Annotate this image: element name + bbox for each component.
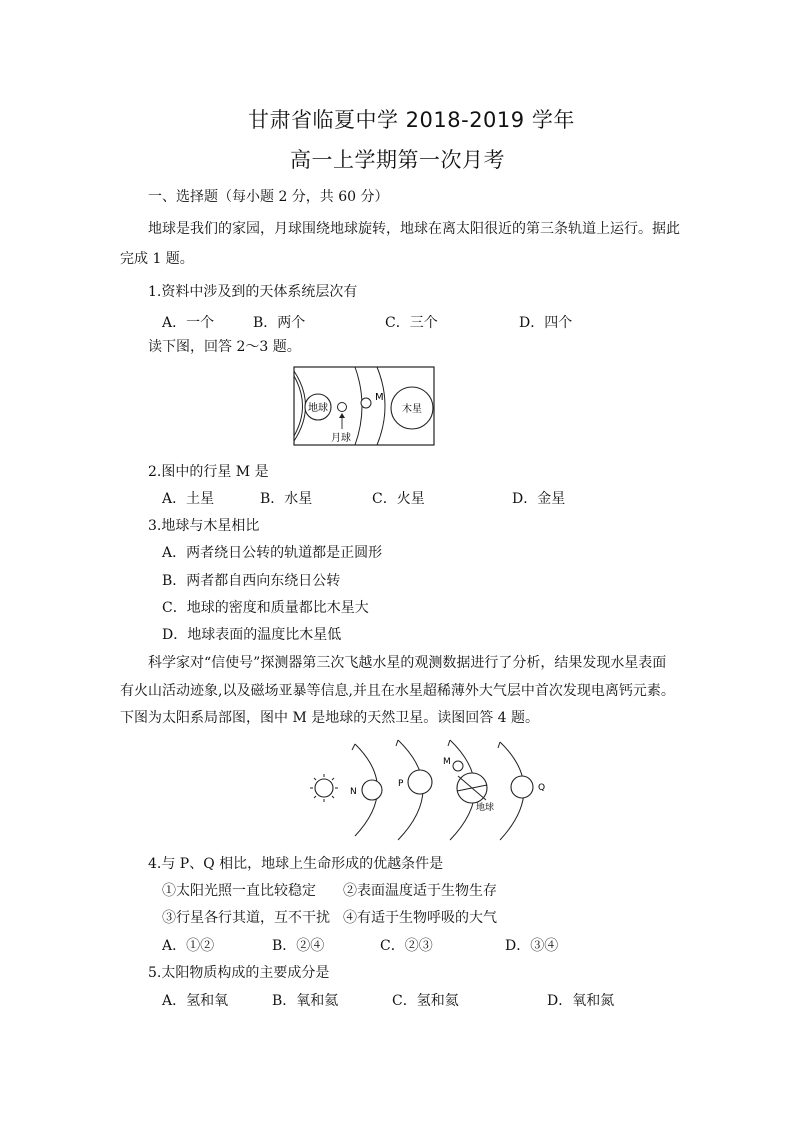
- q4-option-a[interactable]: A．①②: [162, 938, 215, 954]
- page-subtitle: 高一上学期第一次月考: [290, 148, 505, 172]
- moon-label: 月球: [331, 433, 351, 444]
- page-title: 甘肃省临夏中学 2018-2019 学年: [248, 108, 575, 132]
- planet-p-label: P: [398, 779, 404, 789]
- q3-stem: 3.地球与木星相比: [148, 518, 260, 534]
- orbit-q-arrow: [498, 742, 500, 748]
- q1-option-d[interactable]: D．四个: [519, 315, 573, 331]
- q4-statement-3: ③行星各行其道，互不干扰: [162, 910, 330, 926]
- earth-label: 地球: [308, 403, 328, 414]
- q4-option-c[interactable]: C．②③: [380, 938, 433, 954]
- q5-option-b[interactable]: B．氧和氦: [272, 993, 339, 1009]
- q4-statement-4: ④有适于生物呼吸的大气: [343, 910, 497, 926]
- q3-option-d[interactable]: D．地球表面的温度比木星低: [162, 627, 342, 643]
- q5-stem: 5.太阳物质构成的主要成分是: [148, 965, 330, 981]
- section-heading: 一、选择题（每小题 2 分，共 60 分）: [148, 189, 389, 205]
- earth-label-fig2: 地球: [476, 803, 495, 813]
- moon-m-circle: [453, 761, 463, 771]
- planet-q-label: Q: [538, 783, 546, 793]
- sun-icon: [310, 774, 338, 802]
- orbit-p-arrow: [396, 740, 398, 746]
- q1-option-a[interactable]: A．一个: [162, 315, 215, 331]
- planet-p-circle: [408, 770, 432, 794]
- planet-m-circle: [361, 398, 371, 408]
- q3-option-a[interactable]: A．两者绕日公转的轨道都是正圆形: [162, 545, 383, 561]
- orbit-earth-arrow: [448, 740, 450, 746]
- orbit-n-arrow: [352, 744, 355, 750]
- q4-option-b[interactable]: B．②④: [272, 938, 325, 954]
- q1-option-b[interactable]: B．两个: [253, 315, 306, 331]
- figure2-solar-system-diagram: [300, 736, 560, 844]
- jupiter-label: 木星: [402, 404, 422, 415]
- planet-n-circle: [362, 780, 382, 800]
- passage1-line1: 地球是我们的家园，月球围绕地球旋转，地球在离太阳很近的第三条轨道上运行。据此: [148, 221, 680, 237]
- q1-option-c[interactable]: C．三个: [385, 315, 438, 331]
- q2-option-a[interactable]: A．土星: [162, 491, 215, 507]
- q4-stem: 4.与 P、Q 相比，地球上生命形成的优越条件是: [148, 856, 444, 872]
- passage1-line2: 完成 1 题。: [120, 251, 194, 267]
- q1-stem: 1.资料中涉及到的天体系统层次有: [148, 284, 358, 300]
- planet-q-circle: [511, 776, 533, 798]
- read-figure1-instruction: 读下图，回答 2～3 题。: [148, 339, 301, 355]
- passage2-line1: 科学家对“信使号”探测器第三次飞越水星的观测数据进行了分析，结果发现水星表面: [148, 655, 667, 671]
- q2-option-c[interactable]: C．火星: [372, 491, 425, 507]
- q5-option-c[interactable]: C．氢和氦: [392, 993, 459, 1009]
- q4-option-d[interactable]: D．③④: [505, 938, 559, 954]
- moon-circle: [338, 403, 347, 412]
- moon-m-label: M: [443, 757, 451, 767]
- q3-option-b[interactable]: B．两者都自西向东绕日公转: [162, 573, 341, 589]
- planet-m-label: M: [375, 392, 384, 403]
- q2-option-d[interactable]: D．金星: [512, 491, 566, 507]
- q4-statement-1: ①太阳光照一直比较稳定: [162, 883, 316, 899]
- q2-option-b[interactable]: B．水星: [260, 491, 313, 507]
- passage2-line2: 有火山活动迹象,以及磁场亚暴等信息,并且在水星超稀薄外大气层中首次发现电离钙元素。: [120, 683, 675, 699]
- q4-statement-2: ②表面温度适于生物生存: [343, 883, 497, 899]
- q5-option-d[interactable]: D．氧和氮: [547, 993, 615, 1009]
- planet-n-label: N: [350, 787, 357, 797]
- figure1-orbit-diagram: [293, 366, 435, 446]
- q2-stem: 2.图中的行星 M 是: [148, 464, 269, 480]
- q3-option-c[interactable]: C．地球的密度和质量都比木星大: [162, 600, 369, 616]
- passage2-line3: 下图为太阳系局部图，图中 M 是地球的天然卫星。读图回答 4 题。: [120, 710, 540, 726]
- q5-option-a[interactable]: A．氢和氧: [162, 993, 229, 1009]
